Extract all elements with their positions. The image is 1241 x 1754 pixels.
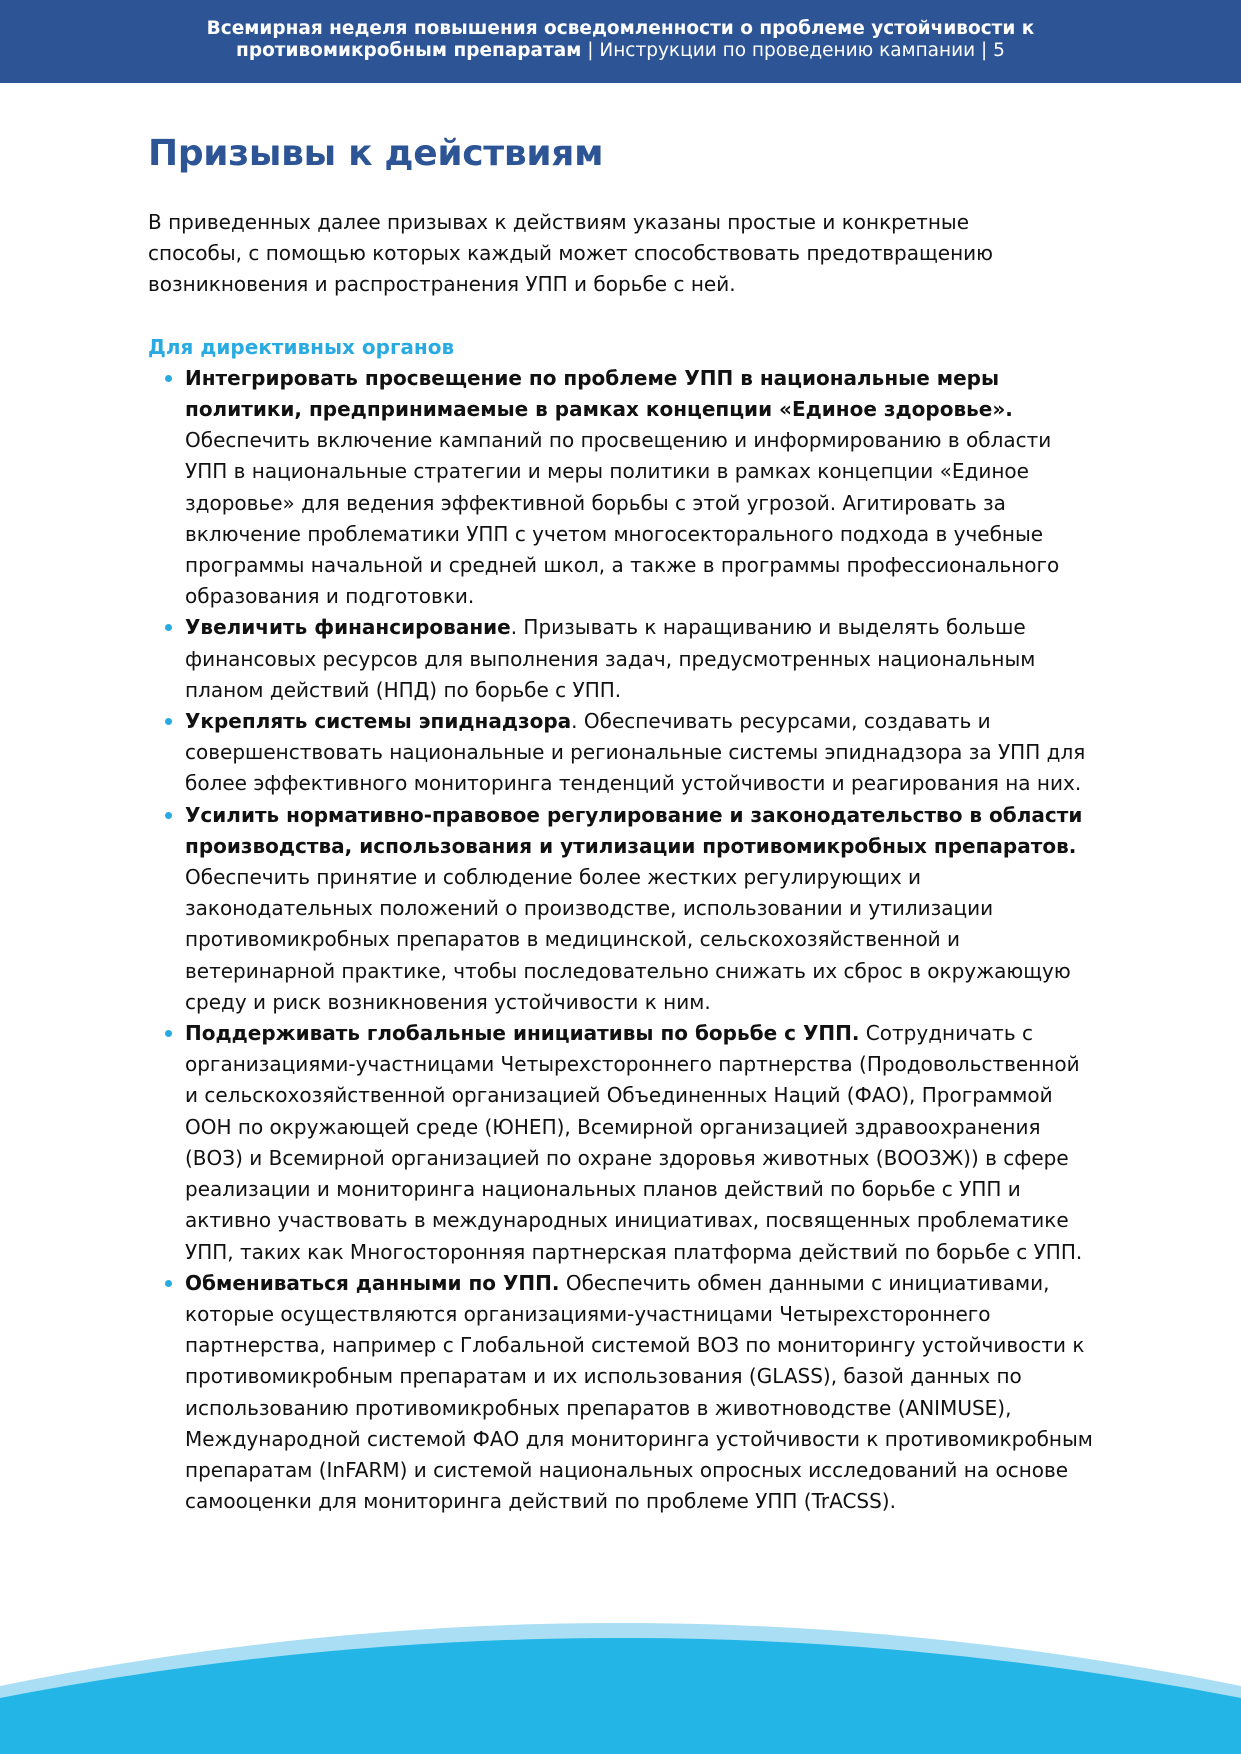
item-text: Обеспечить обмен данными с инициативами, которые осуществляются организациями-участницами Четырехстороннего партнерства, например с Глобальной системой ВОЗ по мониторингу устойчивости к противомикробным препаратам и их использования (GLASS), базой данных по использованию противомикробных препаратов в животноводстве (ANIMUSE), Международной системой ФАО для мониторинга устойчивости к противомикробным препаратам (InFARM) и системой национальных опросных исследований на основе самооценки для мониторинга действий по проблеме УПП (TrACSS). bbox=[185, 1270, 1093, 1514]
item-bold-lead: Интегрировать просвещение по проблеме УПП в национальные меры политики, предпринимаемые в рамках концепции «Единое здоровье». bbox=[185, 365, 1013, 422]
bullet-icon bbox=[165, 1030, 172, 1037]
page-content bbox=[148, 125, 1098, 1517]
item-text: Обеспечить принятие и соблюдение более жестких регулирующих и законодательных положений о производстве, использовании и утилизации противомикробных препаратов в медицинской, сельскохозяйственной и ветеринарной практике, чтобы последовательно снижать их сброс в окружающую среду и риск возникновения устойчивости к ним. bbox=[185, 865, 1071, 1014]
header-separator: | bbox=[581, 40, 600, 61]
bullet-icon bbox=[165, 375, 172, 382]
intro-paragraph: В приведенных далее призывах к действиям указаны простые и конкретные способы, с помощью которых каждый может способствовать предотвращению возникновения и распространения УПП и борьбе с ней. bbox=[148, 210, 994, 297]
list-item bbox=[148, 1018, 1098, 1268]
decorative-wave bbox=[0, 1590, 1241, 1754]
item-text: Обеспечить включение кампаний по просвещению и информированию в области УПП в национальные стратегии и меры политики в рамках концепции «Единое здоровье» для ведения эффективной борьбы с этой угрозой. Агитировать за включение проблематики УПП с учетом многосекторального подхода в учебные программы начальной и средней школ, а также в программы профессионального образования и подготовки. bbox=[185, 428, 1060, 609]
header-title-line2: противомикробным препаратам bbox=[236, 40, 582, 61]
item-text: . Призывать к наращиванию и выделять больше финансовых ресурсов для выполнения задач, предусмотренных национальным планом действий (НПД) по борьбе с УПП. bbox=[185, 615, 1036, 702]
list-item bbox=[148, 612, 1098, 706]
page-title: Призывы к действиям bbox=[148, 133, 604, 174]
action-list bbox=[148, 363, 1098, 1518]
list-item bbox=[148, 706, 1098, 800]
item-text: Сотрудничать с организациями-участницами Четырехстороннего партнерства (Продовольственной и сельскохозяйственной организацией Объединенных Наций (ФАО), Программой ООН по окружающей среде (ЮНЕП), Всемирной организацией здравоохранения (ВОЗ) и Всемирной организацией по охране здоровья животных (ВООЗЖ)) в сфере реализации и мониторинга национальных планов действий по борьбе с УПП и активно участвовать в международных инициативах, посвященных проблематике УПП, таких как Многосторонняя партнерская платформа действий по борьбе с УПП. bbox=[185, 1021, 1083, 1264]
header-title-line1: Всемирная неделя повышения осведомленности о проблеме устойчивости к bbox=[206, 18, 1035, 39]
item-bold-lead: Укреплять системы эпиднадзора bbox=[185, 709, 572, 734]
list-item bbox=[148, 1268, 1098, 1518]
bullet-icon bbox=[165, 1280, 172, 1287]
header-line-1 bbox=[0, 18, 1241, 40]
bullet-icon bbox=[165, 718, 172, 725]
list-item bbox=[148, 363, 1098, 613]
list-item bbox=[148, 800, 1098, 1018]
item-text: . Обеспечивать ресурсами, создавать и совершенствовать национальные и региональные системы эпиднадзора за УПП для более эффективного мониторинга тенденций устойчивости и реагирования на них. bbox=[185, 709, 1086, 796]
item-bold-lead: Увеличить финансирование bbox=[185, 615, 511, 640]
header-subtitle: Инструкции по проведению кампании bbox=[599, 40, 976, 61]
header-line-2 bbox=[0, 40, 1241, 62]
item-bold-lead: Обмениваться данными по УПП. bbox=[185, 1270, 560, 1295]
item-bold-lead: Усилить нормативно-правовое регулирование и законодательство в области производства, использования и утилизации противомикробных препаратов. bbox=[185, 802, 1083, 858]
section-heading: Для директивных органов bbox=[148, 334, 455, 359]
page-header bbox=[0, 0, 1241, 83]
bullet-icon bbox=[165, 812, 172, 819]
header-separator: | bbox=[975, 40, 994, 61]
page-number: 5 bbox=[993, 40, 1005, 61]
item-bold-lead: Поддерживать глобальные инициативы по борьбе с УПП. bbox=[185, 1021, 860, 1046]
bullet-icon bbox=[165, 624, 172, 631]
